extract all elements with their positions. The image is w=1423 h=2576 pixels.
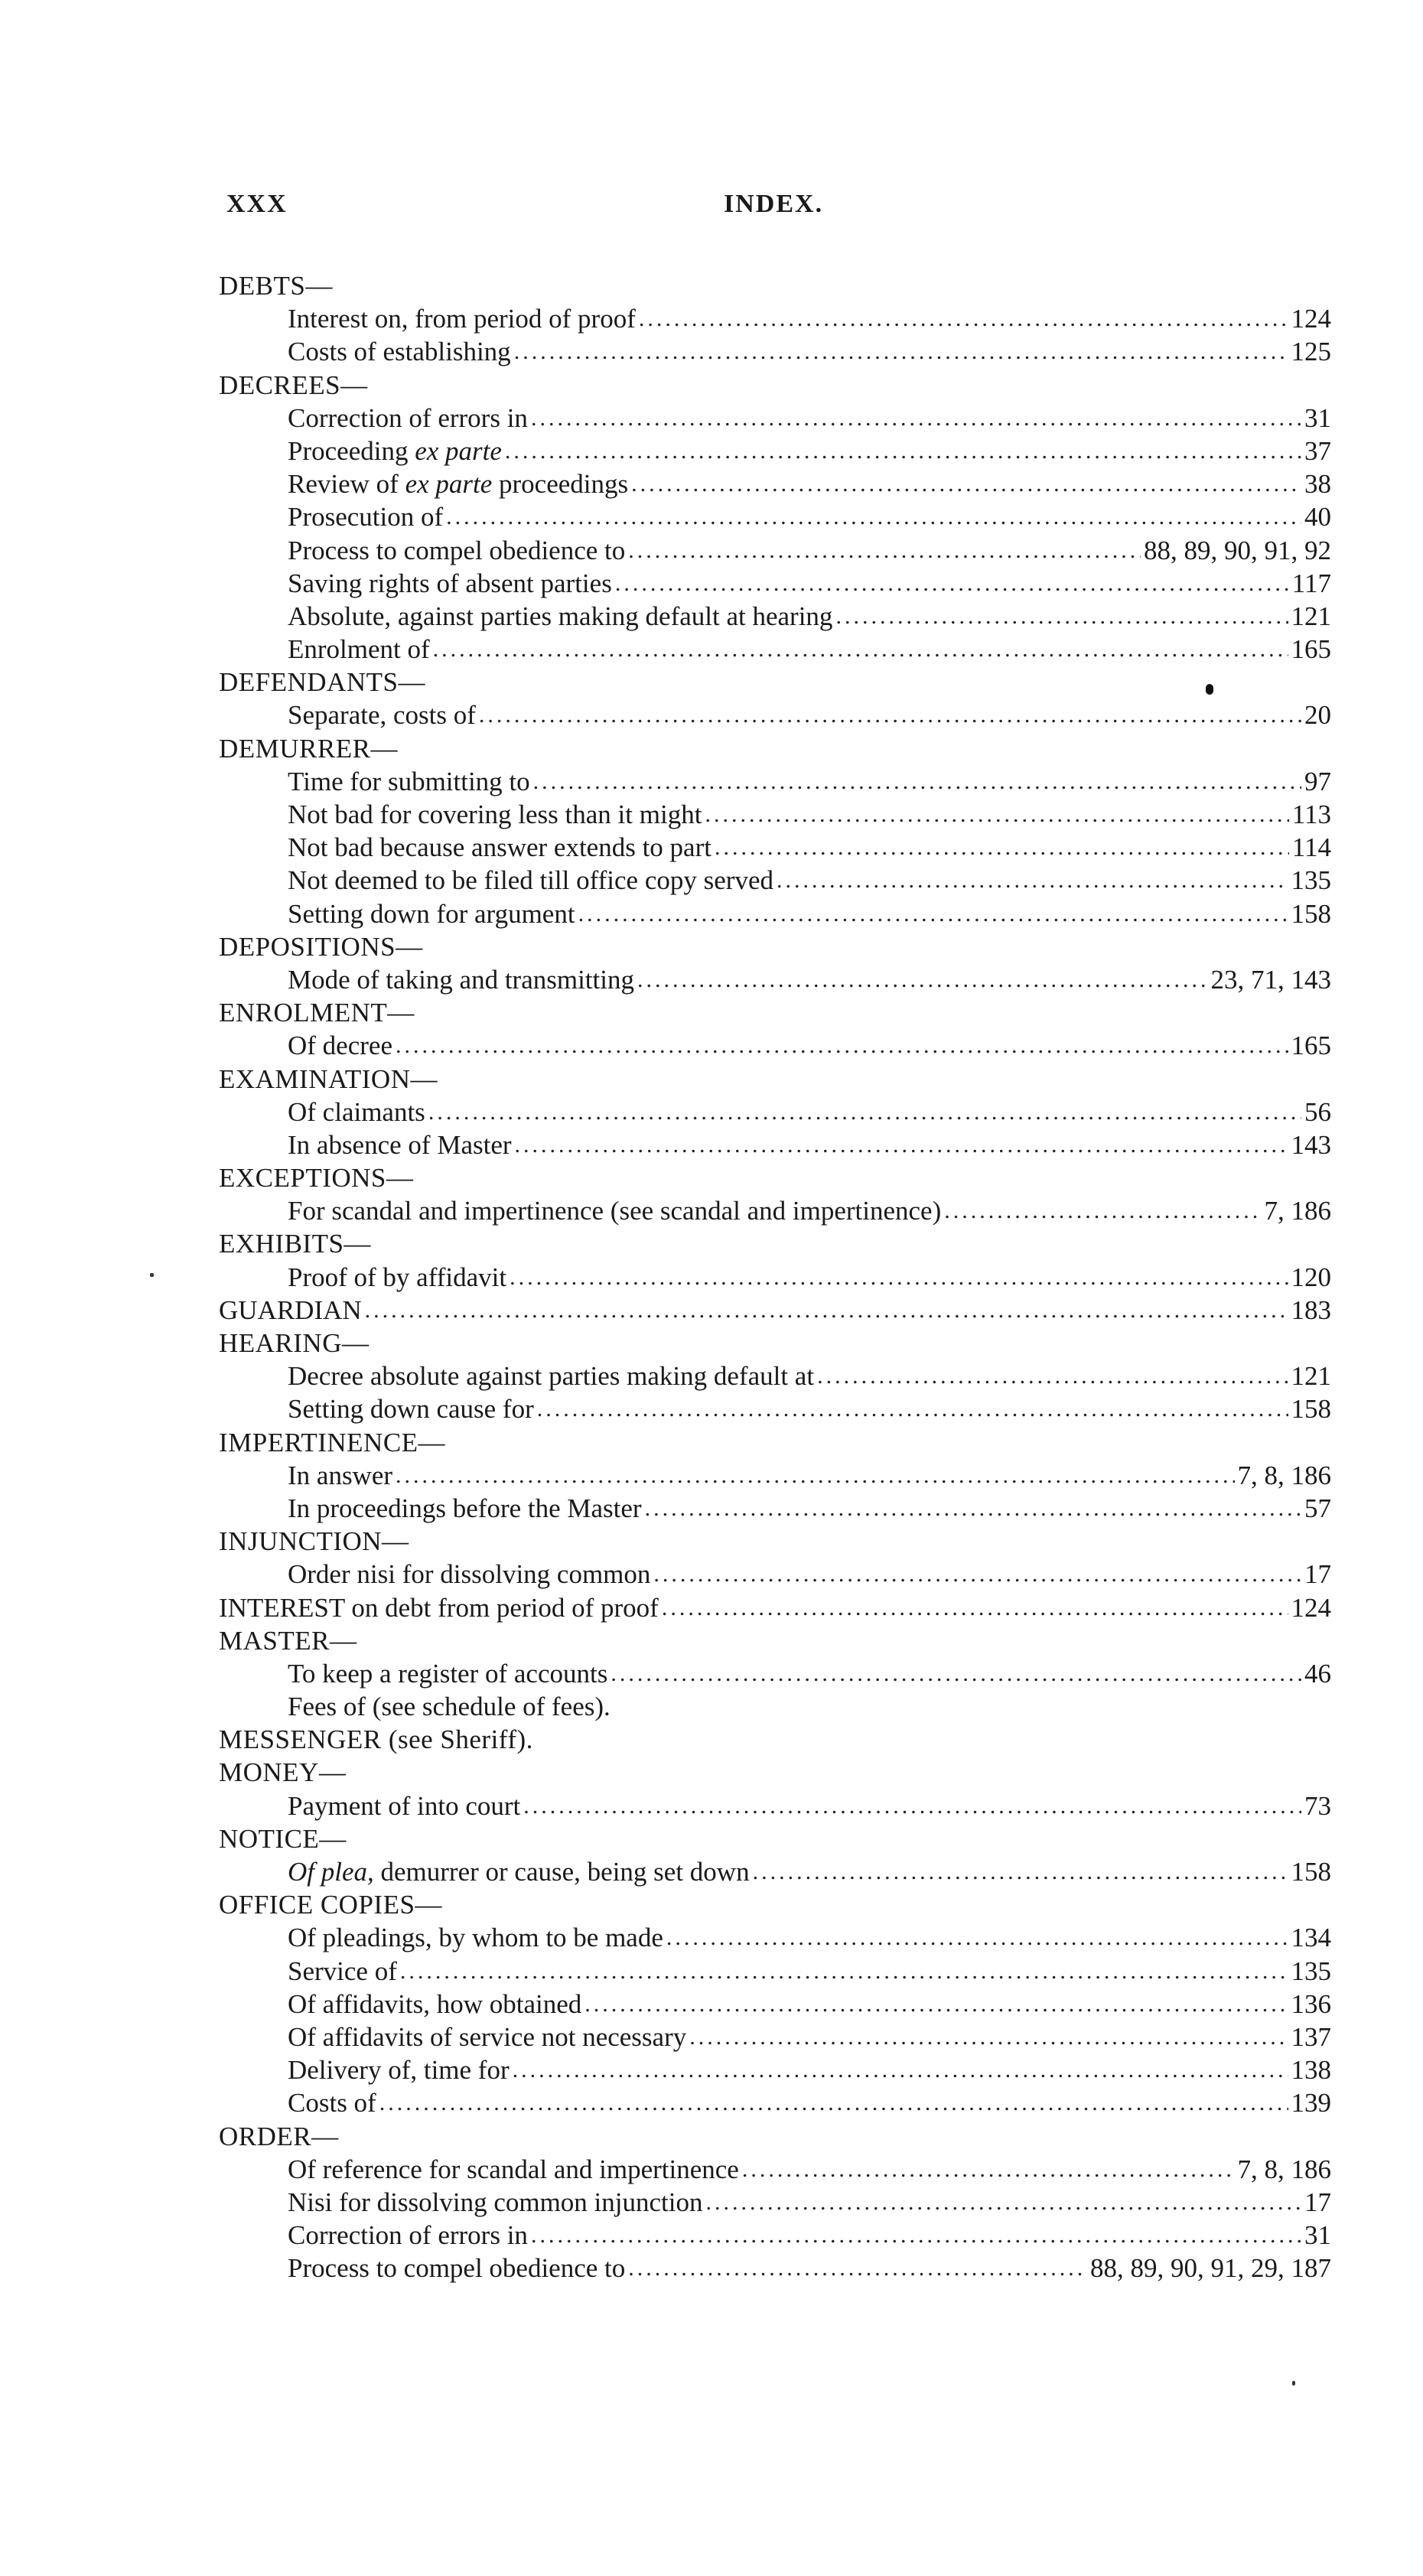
entry-text (288, 2186, 705, 2219)
page-reference: 137 (1291, 2021, 1331, 2052)
dot-leader (531, 2219, 1301, 2252)
entry-text (288, 402, 531, 435)
entry-text-lead: Delivery of, time for (288, 2055, 510, 2086)
index-heading: DEFENDANTS— (219, 667, 425, 698)
index-heading: EXCEPTIONS— (219, 1163, 414, 1194)
entry-text (288, 963, 637, 996)
index-entry (219, 864, 1331, 897)
entry-text-lead: In proceedings before the Master (288, 1493, 642, 1523)
dot-leader (400, 1955, 1288, 1988)
entry-text-lead: Correction of errors in (288, 402, 528, 433)
page-reference: 158 (1291, 1857, 1331, 1887)
dot-leader (510, 1261, 1288, 1294)
dot-leader (637, 963, 1208, 996)
index-entry (219, 1955, 1331, 1988)
entry-text (288, 1029, 396, 1062)
dot-leader (379, 2086, 1288, 2119)
entry-text (288, 567, 615, 600)
page-title: INDEX. (724, 190, 824, 218)
index-entry (219, 500, 1331, 533)
page-reference: 120 (1291, 1262, 1331, 1292)
entry-text-lead: Costs of establishing (288, 337, 511, 367)
index-list (219, 269, 1331, 2285)
index-entry (219, 1988, 1331, 2021)
index-heading (219, 1294, 1331, 1327)
index-entry (219, 2153, 1331, 2186)
dot-leader (515, 1128, 1288, 1161)
page-reference: 7, 8, 186 (1237, 2154, 1331, 2184)
entry-text (288, 2086, 379, 2119)
index-heading: HEARING— (219, 1328, 370, 1358)
index-entry (219, 1128, 1331, 1161)
index-entry (219, 402, 1331, 435)
page-reference: 121 (1291, 601, 1331, 631)
page-reference: 97 (1304, 766, 1331, 796)
dot-leader (944, 1194, 1261, 1227)
page-reference: 165 (1291, 634, 1331, 665)
dot-leader (835, 600, 1288, 633)
entry-text-lead: Of reference for scandal and impertinence (288, 2154, 739, 2184)
dot-leader (631, 467, 1301, 500)
dot-leader (628, 2252, 1087, 2285)
page-number: XXX (226, 190, 288, 218)
dot-leader (715, 831, 1289, 864)
index-entry (219, 2053, 1331, 2086)
dot-leader (479, 699, 1301, 731)
entry-text-lead: Review of (288, 469, 405, 500)
index-entry (219, 1261, 1331, 1294)
dot-leader (513, 2053, 1288, 2086)
page-reference: 88, 89, 90, 91, 29, 187 (1090, 2253, 1331, 2284)
page-reference: 31 (1304, 2220, 1331, 2251)
entry-text (288, 897, 578, 930)
index-heading: IMPERTINENCE— (219, 1427, 446, 1457)
entry-text (288, 335, 514, 368)
page-reference: 114 (1291, 832, 1331, 863)
entry-text (288, 2153, 742, 2186)
page-reference: 7, 8, 186 (1237, 1460, 1331, 1490)
entry-text (288, 1988, 585, 2021)
entry-text (288, 2053, 513, 2086)
index-entry (219, 963, 1331, 996)
dot-leader (645, 1492, 1301, 1525)
entry-text-lead: Time for submitting to (288, 766, 530, 796)
index-heading: DECREES— (219, 370, 368, 400)
entry-text-lead: Proof of by affidavit (288, 1262, 507, 1292)
index-entry (219, 1096, 1331, 1128)
index-entry (219, 567, 1331, 600)
entry-text-lead: Enrolment of (288, 634, 430, 665)
entry-text-lead: Of decree (288, 1031, 392, 1061)
index-entry (219, 534, 1331, 567)
dot-leader (505, 435, 1301, 467)
index-heading (219, 1591, 1331, 1624)
entry-text (288, 831, 715, 864)
index-entry (219, 897, 1331, 930)
page-reference: 17 (1304, 2187, 1331, 2217)
entry-text (288, 534, 628, 567)
ink-speck (150, 1273, 154, 1277)
dot-leader (639, 302, 1288, 335)
entry-text-lead: Process to compel obedience to (288, 2253, 626, 2284)
entry-text (288, 1096, 428, 1128)
page-reference: 56 (1304, 1096, 1331, 1127)
heading-text: INTEREST on debt from period of proof (219, 1592, 659, 1623)
page-reference: 88, 89, 90, 91, 92 (1144, 535, 1331, 565)
index-entry (219, 2021, 1331, 2053)
entry-text-lead: Mode of taking and transmitting (288, 964, 634, 995)
page-reference: 23, 71, 143 (1210, 964, 1331, 995)
entry-text-lead: For scandal and impertinence (see scandal and impertinence) (288, 1196, 942, 1226)
entry-text-lead: Nisi for dissolving common injunction (288, 2187, 703, 2217)
index-entry (219, 1921, 1331, 1954)
entry-text-lead: Setting down cause for (288, 1394, 534, 1425)
entry-text (288, 1855, 753, 1888)
index-entry (219, 2252, 1331, 2285)
entry-text-lead: Not deemed to be filed till office copy served (288, 865, 773, 896)
index-heading: MONEY— (219, 1757, 347, 1788)
page-reference: 125 (1291, 337, 1331, 367)
entry-text-lead: Interest on, from period of proof (288, 304, 636, 334)
entry-text (288, 467, 631, 500)
dot-leader (662, 1591, 1288, 1624)
page-reference: 135 (1291, 1956, 1331, 1986)
entry-text-lead: Not bad because answer extends to part (288, 832, 712, 863)
index-entry (219, 699, 1331, 731)
index-heading: MESSENGER (see Sheriff). (219, 1724, 533, 1755)
entry-text (288, 1790, 523, 1822)
dot-leader (585, 1988, 1288, 2021)
dot-leader (777, 864, 1288, 897)
index-heading: DEBTS— (219, 271, 333, 301)
dot-leader (611, 1657, 1301, 1690)
entry-text-lead: Prosecution of (288, 502, 444, 532)
index-entry (219, 1558, 1331, 1591)
index-heading: DEPOSITIONS— (219, 931, 423, 962)
dot-leader (628, 534, 1141, 567)
entry-text (288, 2021, 689, 2053)
page-reference: 158 (1291, 898, 1331, 929)
dot-leader (523, 1790, 1301, 1822)
entry-text (288, 1392, 537, 1425)
index-entry (219, 633, 1331, 666)
dot-leader (533, 765, 1301, 798)
entry-text-lead: Separate, costs of (288, 700, 476, 731)
dot-leader (396, 1029, 1288, 1062)
dot-leader (705, 2186, 1301, 2219)
dot-leader (653, 1558, 1301, 1591)
dot-leader (742, 2153, 1235, 2186)
entry-text (288, 765, 533, 798)
entry-text-lead: In answer (288, 1460, 393, 1490)
index-heading: MASTER— (219, 1625, 357, 1656)
entry-text-lead: To keep a register of accounts (288, 1658, 608, 1689)
page-reference: 138 (1291, 2055, 1331, 2086)
entry-text (288, 302, 639, 335)
running-header (226, 190, 1328, 228)
entry-text (288, 2252, 628, 2285)
entry-text-lead: Saving rights of absent parties (288, 568, 612, 598)
entry-text-lead: In absence of Master (288, 1129, 512, 1160)
index-heading: DEMURRER— (219, 733, 398, 764)
entry-text (288, 1657, 611, 1690)
index-entry (219, 1194, 1331, 1227)
entry-text-lead: Costs of (288, 2088, 376, 2118)
index-entry (219, 1855, 1331, 1888)
page-reference: 57 (1304, 1493, 1331, 1523)
dot-leader (428, 1096, 1301, 1128)
page-reference (614, 1690, 617, 1723)
entry-italic-term: ex parte (405, 469, 493, 500)
index-entry (219, 600, 1331, 633)
entry-text (288, 600, 835, 633)
entry-text (288, 1492, 645, 1525)
index-heading: ENROLMENT— (219, 998, 415, 1028)
page-reference: 143 (1291, 1129, 1331, 1160)
ink-mark (1206, 684, 1213, 695)
entry-text (288, 1261, 510, 1294)
index-entry (219, 1492, 1331, 1525)
page-reference: 73 (1304, 1790, 1331, 1821)
dot-leader (396, 1459, 1234, 1492)
entry-text-lead: Decree absolute against parties making default at (288, 1361, 815, 1392)
entry-text-lead: Setting down for argument (288, 898, 575, 929)
dot-leader (514, 335, 1288, 368)
index-entry (219, 1657, 1331, 1690)
entry-text-lead: Not bad for covering less than it might (288, 800, 702, 829)
entry-text (288, 1558, 653, 1591)
index-heading: EXAMINATION— (219, 1063, 438, 1094)
page-reference: 40 (1304, 502, 1331, 532)
dot-leader (433, 633, 1288, 666)
page-reference: 158 (1291, 1394, 1331, 1425)
entry-text-lead: Absolute, against parties making default at hearing (288, 601, 833, 631)
index-heading: INJUNCTION— (219, 1526, 409, 1557)
index-heading: ORDER— (219, 2121, 339, 2151)
ink-speck (1292, 2381, 1295, 2385)
index-entry (219, 2186, 1331, 2219)
entry-text (288, 798, 705, 831)
index-entry (219, 1790, 1331, 1822)
entry-text (288, 1459, 396, 1492)
entry-text-lead: Of affidavits, how obtained (288, 1988, 582, 2019)
heading-text: GUARDIAN (219, 1295, 362, 1325)
index-heading: OFFICE COPIES— (219, 1890, 442, 1920)
dot-leader (531, 402, 1301, 435)
index-entry (219, 1690, 1331, 1723)
entry-text-lead: Payment of into court (288, 1790, 521, 1821)
entry-text (288, 1128, 515, 1161)
page-reference: 17 (1304, 1559, 1331, 1590)
index-entry (219, 2086, 1331, 2119)
index-entry (219, 765, 1331, 798)
entry-text (288, 1194, 944, 1227)
index-entry (219, 1360, 1331, 1392)
page-reference: 31 (1304, 402, 1331, 433)
dot-leader (578, 897, 1288, 930)
entry-text (288, 1690, 614, 1723)
index-heading: NOTICE— (219, 1823, 347, 1854)
dot-leader (753, 1855, 1288, 1888)
page-reference: 117 (1291, 568, 1331, 598)
entry-text-lead: Order nisi for dissolving common (288, 1559, 651, 1590)
entry-text-lead: Of pleadings, by whom to be made (288, 1923, 663, 1953)
entry-italic-term: Of plea, (288, 1857, 374, 1887)
page-reference: 20 (1304, 700, 1331, 731)
dot-leader (615, 567, 1289, 600)
index-entry (219, 335, 1331, 368)
entry-text (288, 500, 446, 533)
dot-leader (537, 1392, 1288, 1425)
entry-italic-term: ex parte (415, 435, 502, 466)
page-reference: 38 (1304, 469, 1331, 500)
page-reference: 113 (1291, 800, 1331, 829)
entry-text (288, 2219, 531, 2252)
index-entry (219, 798, 1331, 831)
entry-text (288, 1955, 400, 1988)
entry-text (288, 435, 505, 467)
page-reference: 124 (1291, 304, 1331, 334)
entry-text-lead: Of affidavits of service not necessary (288, 2021, 687, 2052)
entry-text-lead: Fees of (see schedule of fees). (288, 1692, 611, 1722)
dot-leader (666, 1921, 1288, 1954)
entry-text-lead: Correction of errors in (288, 2220, 528, 2251)
page-reference: 37 (1304, 435, 1331, 466)
page-reference: 139 (1291, 2088, 1331, 2118)
page-reference: 134 (1291, 1923, 1331, 1953)
page-reference: 124 (1291, 1592, 1331, 1623)
dot-leader (446, 500, 1301, 533)
page-reference: 165 (1291, 1031, 1331, 1061)
dot-leader (817, 1360, 1288, 1392)
entry-text (288, 1360, 817, 1392)
entry-text-lead: Proceeding (288, 435, 415, 466)
index-entry (219, 1392, 1331, 1425)
dot-leader (365, 1294, 1288, 1327)
entry-text (288, 699, 479, 731)
index-heading: EXHIBITS— (219, 1229, 371, 1259)
page-reference: 135 (1291, 865, 1331, 896)
entry-text (288, 633, 433, 666)
index-entry (219, 435, 1331, 467)
page-reference: 46 (1304, 1658, 1331, 1689)
entry-text-trail: demurrer or cause, being set down (373, 1857, 750, 1887)
entry-text (288, 864, 777, 897)
page-reference: 7, 186 (1264, 1196, 1331, 1226)
entry-text-lead: Service of (288, 1956, 397, 1986)
index-entry (219, 2219, 1331, 2252)
index-entry (219, 1459, 1331, 1492)
dot-leader (689, 2021, 1288, 2053)
page-reference: 121 (1291, 1361, 1331, 1392)
page-reference: 183 (1291, 1295, 1331, 1325)
entry-text-lead: Of claimants (288, 1096, 425, 1127)
entry-text (288, 1921, 666, 1954)
index-entry (219, 302, 1331, 335)
entry-text-trail: proceedings (492, 469, 629, 500)
index-entry (219, 831, 1331, 864)
page-reference: 136 (1291, 1988, 1331, 2019)
index-entry (219, 467, 1331, 500)
dot-leader (705, 798, 1288, 831)
entry-text-lead: Process to compel obedience to (288, 535, 626, 565)
index-entry (219, 1029, 1331, 1062)
